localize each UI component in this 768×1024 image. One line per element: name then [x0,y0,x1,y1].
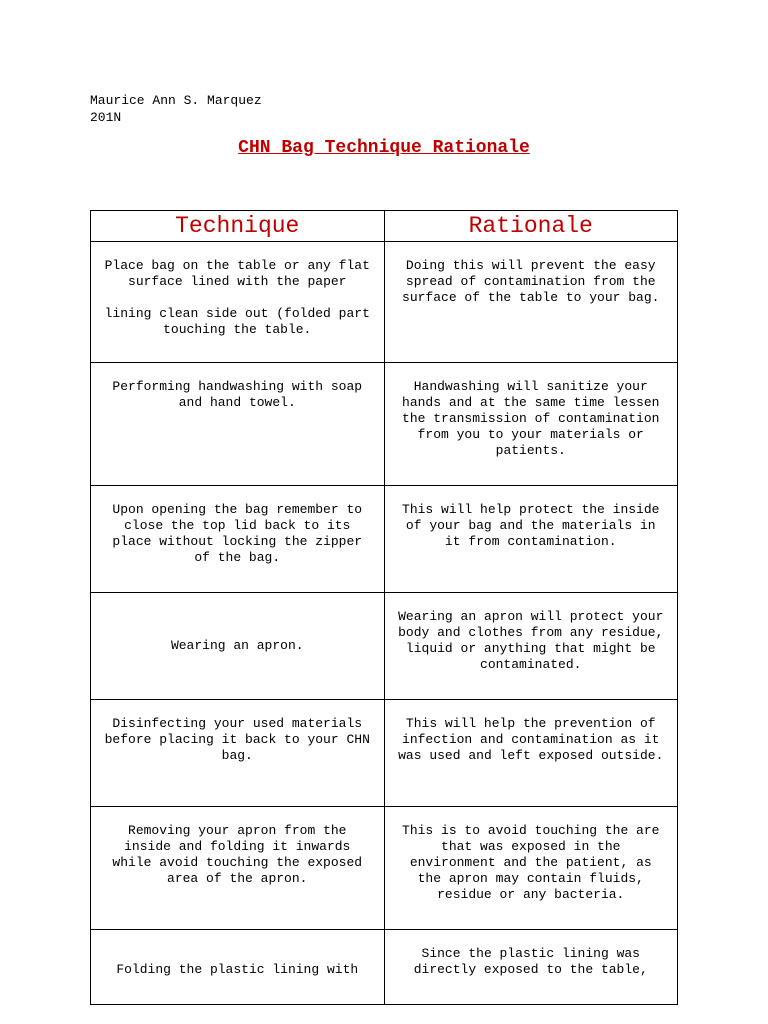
table-row [91,807,678,930]
technique-cell: Wearing an apron. [91,593,385,700]
table-header-row [91,211,678,242]
rationale-cell: Handwashing will sanitize your hands and at the same time lessen the transmission of contamination from you to your materials or patients. [384,363,678,486]
table-row [91,363,678,486]
column-header-rationale: Rationale [384,211,678,242]
author-name: Maurice Ann S. Marquez [90,93,262,108]
table-row [91,486,678,593]
technique-cell: Performing handwashing with soap and hand towel. [91,363,385,486]
author-block [90,92,262,126]
technique-cell: Folding the plastic lining with [91,930,385,1005]
document-title: CHN Bag Technique Rationale [238,138,530,158]
technique-rationale-table [90,210,678,1005]
rationale-cell: Since the plastic lining was directly exposed to the table, [384,930,678,1005]
rationale-cell: This will help protect the inside of your bag and the materials in it from contamination. [384,486,678,593]
table-row [91,700,678,807]
table-row [91,242,678,363]
technique-cell: Disinfecting your used materials before placing it back to your CHN bag. [91,700,385,807]
rationale-cell: Wearing an apron will protect your body and clothes from any residue, liquid or anything that might be contaminated. [384,593,678,700]
rationale-cell: Doing this will prevent the easy spread of contamination from the surface of the table to your bag. [384,242,678,363]
rationale-cell: This will help the prevention of infection and contamination as it was used and left exposed outside. [384,700,678,807]
rationale-cell: This is to avoid touching the are that was exposed in the environment and the patient, as the apron may contain fluids, residue or any bacteria. [384,807,678,930]
technique-cell: Place bag on the table or any flat surface lined with the paper lining clean side out (folded part touching the table. [91,242,385,363]
column-header-technique: Technique [91,211,385,242]
technique-cell: Upon opening the bag remember to close the top lid back to its place without locking the zipper of the bag. [91,486,385,593]
table-row [91,593,678,700]
table-row [91,930,678,1005]
section-code: 201N [90,110,122,125]
technique-cell: Removing your apron from the inside and folding it inwards while avoid touching the exposed area of the apron. [91,807,385,930]
